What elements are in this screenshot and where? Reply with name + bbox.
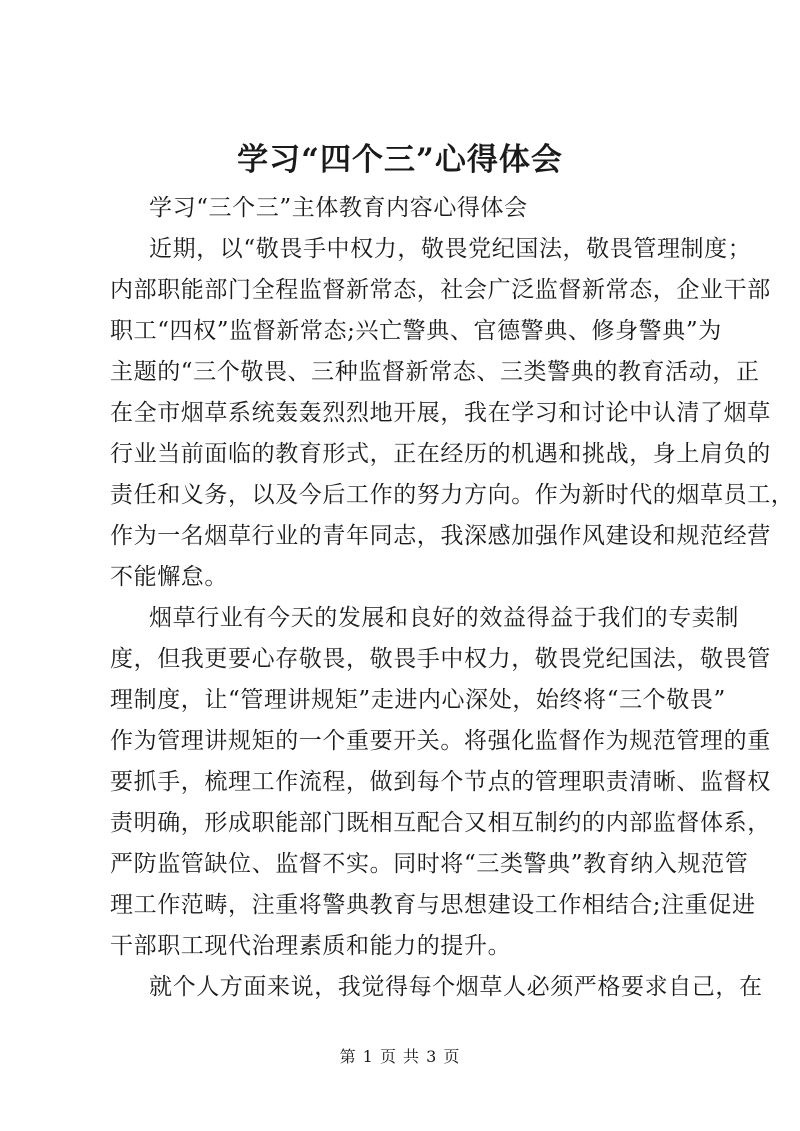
paragraph-line: 理制度，让“管理讲规矩”走进内心深处，始终将“三个敬畏” — [110, 687, 726, 713]
document-title: 学习“四个三”心得体会 — [237, 142, 563, 178]
paragraph-line: 就个人方面来说，我觉得每个烟草人必须严格要求自己，在 — [149, 974, 763, 1000]
paragraph-line: 要抓手，梳理工作流程，做到每个节点的管理职责清晰、监督权 — [110, 769, 771, 795]
paragraph-line: 在全市烟草系统轰轰烈烈地开展，我在学习和讨论中认清了烟草 — [110, 400, 771, 426]
paragraph-line: 内部职能部门全程监督新常态，社会广泛监督新常态，企业干部 — [110, 277, 771, 303]
paragraph-line: 行业当前面临的教育形式，正在经历的机遇和挑战，身上肩负的 — [110, 441, 771, 467]
document-subtitle: 学习“三个三”主体教育内容心得体会 — [149, 195, 528, 221]
paragraph-line: 职工“四权”监督新常态;兴亡警典、官德警典、修身警典”为 — [110, 318, 722, 344]
paragraph-line: 度，但我更要心存敬畏，敬畏手中权力，敬畏党纪国法，敬畏管 — [110, 646, 771, 672]
paragraph-line: 理工作范畴，注重将警典教育与思想建设工作相结合;注重促进 — [110, 892, 756, 918]
paragraph-line: 作为一名烟草行业的青年同志，我深感加强作风建设和规范经营 — [110, 523, 771, 549]
paragraph-line: 近期，以“敬畏手中权力，敬畏党纪国法，敬畏管理制度； — [149, 236, 752, 262]
paragraph-line: 责明确，形成职能部门既相互配合又相互制约的内部监督体系， — [110, 810, 771, 836]
paragraph-line: 主题的“三个敬畏、三种监督新常态、三类警典的教育活动，正 — [110, 359, 760, 385]
paragraph-line: 作为管理讲规矩的一个重要开关。将强化监督作为规范管理的重 — [110, 728, 771, 754]
paragraph-line: 不能懈怠。 — [110, 564, 228, 590]
paragraph-line: 严防监管缺位、监督不实。同时将“三类警典”教育纳入规范管 — [110, 851, 749, 877]
paragraph-line: 责任和义务，以及今后工作的努力方向。作为新时代的烟草员工， — [110, 482, 795, 508]
paragraph-line: 烟草行业有今天的发展和良好的效益得益于我们的专卖制 — [149, 605, 739, 631]
paragraph-line: 干部职工现代治理素质和能力的提升。 — [110, 933, 512, 959]
page-footer: 第 1 页 共 3 页 — [339, 1047, 461, 1066]
